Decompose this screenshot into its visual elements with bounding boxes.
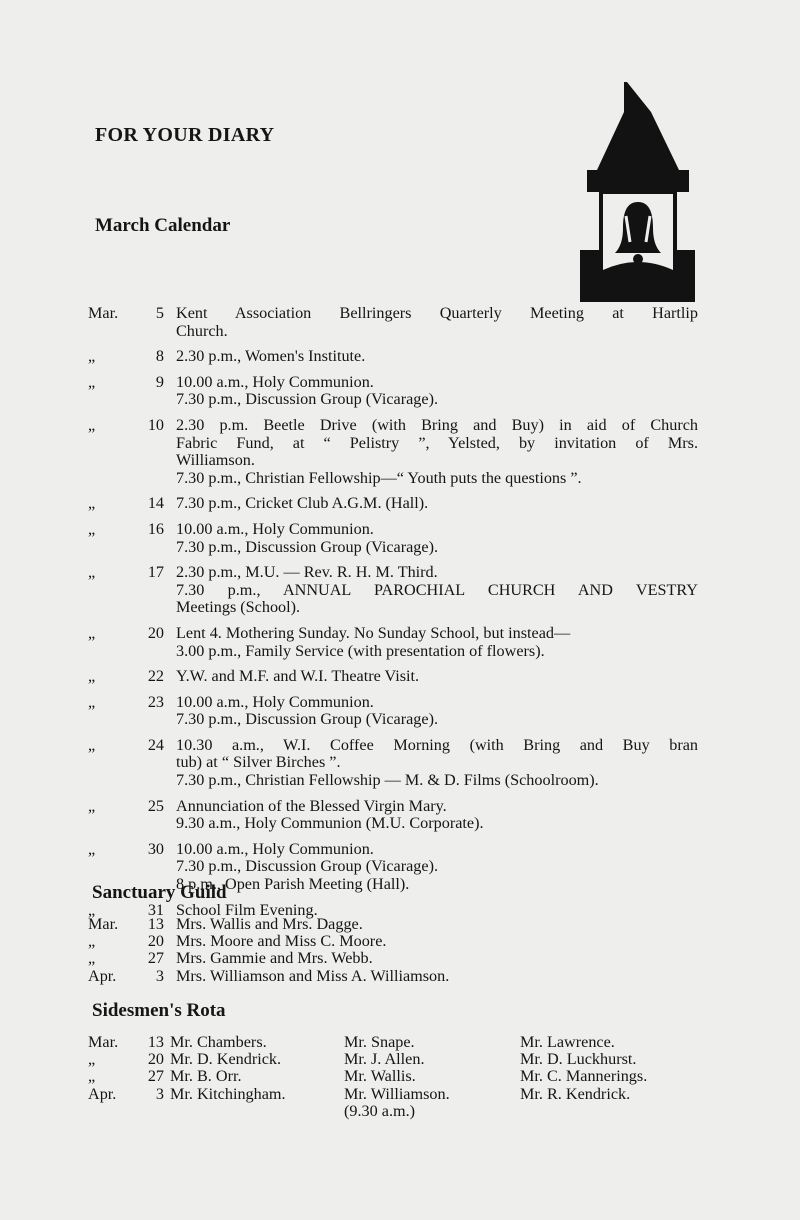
entry-text [176, 564, 698, 617]
entry-line: 9.30 a.m., Holy Communion (M.U. Corporate). [176, 814, 484, 833]
entry-month: Mar. [88, 304, 119, 322]
guild-day: 27 [147, 949, 164, 968]
entry-text [176, 737, 698, 790]
entry-line: 7.30 p.m., Christian Fellowship — M. & D. Films (Schoolroom). [176, 771, 599, 790]
entry-day: 30 [147, 839, 164, 858]
rota-month: „ [88, 1050, 96, 1069]
entry-day: 22 [147, 667, 164, 686]
rota-row [88, 1086, 708, 1103]
rota-day [136, 1103, 170, 1120]
guild-month: „ [88, 949, 96, 968]
entry-day: 24 [147, 735, 164, 754]
entry-line: 10.00 a.m., Holy Communion. [176, 839, 374, 858]
entry-line: 7.30 p.m., Discussion Group (Vicarage). [176, 390, 439, 409]
entry-text [176, 841, 698, 894]
rota-name [170, 1103, 344, 1120]
rota-name: Mr. Williamson. [344, 1084, 450, 1103]
page-title: FOR YOUR DIARY [95, 124, 275, 146]
entry-text [176, 668, 698, 686]
entry-line: 10.00 a.m., Holy Communion. [176, 692, 374, 711]
entry-line: 7.30 p.m., Cricket Club A.G.M. (Hall). [176, 494, 429, 513]
entry-text [176, 694, 698, 729]
rota-month: Mar. [88, 1033, 119, 1051]
entry-day: 9 [155, 372, 164, 391]
rota-name: Mr. D. Kendrick. [170, 1050, 282, 1069]
entry-line: 2.30 p.m. Beetle Drive (with Bring and Buy) in aid of Church [176, 415, 698, 434]
guild-row [88, 933, 698, 950]
calendar-entry [88, 348, 698, 366]
rota-row [88, 1034, 708, 1051]
entry-month: „ [88, 494, 96, 513]
rota-day: 20 [147, 1050, 164, 1069]
rota-day: 13 [147, 1033, 164, 1051]
calendar-entry [88, 305, 698, 340]
guild-row [88, 950, 698, 967]
entry-line: 3.00 p.m., Family Service (with presentation of flowers). [176, 641, 545, 660]
calendar-entry [88, 564, 698, 617]
entry-month: „ [88, 796, 96, 815]
entry-text [176, 417, 698, 487]
entry-day: 31 [147, 900, 164, 919]
entry-line: 8 p.m., Open Parish Meeting (Hall). [176, 875, 410, 894]
entry-day: 10 [147, 415, 164, 434]
entry-line: 10.00 a.m., Holy Communion. [176, 519, 374, 538]
entry-line: 10.00 a.m., Holy Communion. [176, 372, 374, 391]
entry-month: „ [88, 735, 96, 754]
rota-name: Mr. D. Luckhurst. [520, 1050, 637, 1069]
entry-text [176, 625, 698, 660]
guild-month: Apr. [88, 966, 117, 985]
entry-month: „ [88, 415, 96, 434]
rota-row [88, 1068, 708, 1085]
guild-day: 20 [147, 932, 164, 951]
entry-line: 7.30 p.m., ANNUAL PAROCHIAL CHURCH AND VESTRY [176, 580, 698, 599]
entry-line: 7.30 p.m., Discussion Group (Vicarage). [176, 537, 439, 556]
rota-name: Mr. J. Allen. [344, 1050, 425, 1069]
entry-line: 2.30 p.m., Women's Institute. [176, 347, 366, 366]
rota-day: 3 [155, 1084, 164, 1103]
calendar-entry [88, 798, 698, 833]
rota-row [88, 1051, 708, 1068]
entry-day: 17 [147, 563, 164, 582]
rota-row [88, 1103, 708, 1120]
rota-name: Mr. B. Orr. [170, 1067, 242, 1086]
rota-name: (9.30 a.m.) [344, 1101, 416, 1120]
rota-name [520, 1103, 708, 1120]
entry-day: 5 [155, 304, 164, 322]
guild-row [88, 916, 698, 933]
entry-month: „ [88, 623, 96, 642]
entry-month: „ [88, 347, 96, 366]
entry-month: „ [88, 839, 96, 858]
rota-month: „ [88, 1067, 96, 1086]
entry-text [176, 495, 698, 513]
rota-name: Mr. Wallis. [344, 1067, 416, 1086]
sidesmens-rota-table [88, 1034, 708, 1120]
entry-line: Fabric Fund, at “ Pelistry ”, Yelsted, by invitation of Mrs. [176, 433, 698, 452]
entry-line: 10.30 a.m., W.I. Coffee Morning (with Bring and Buy bran [176, 735, 698, 754]
entry-month: „ [88, 692, 96, 711]
rota-name: Mr. Kitchingham. [170, 1084, 286, 1103]
entry-month: „ [88, 563, 96, 582]
entry-line: School Film Evening. [176, 900, 318, 919]
entry-text [176, 521, 698, 556]
entry-line: tub) at “ Silver Birches ”. [176, 753, 341, 772]
entry-day: 20 [147, 623, 164, 642]
entry-day: 8 [155, 347, 164, 366]
entry-line: Y.W. and M.F. and W.I. Theatre Visit. [176, 667, 420, 686]
entry-text [176, 348, 698, 366]
entry-line: Kent Association Bellringers Quarterly Meeting at Hartlip [176, 304, 698, 322]
guild-row [88, 968, 698, 985]
entry-line: 7.30 p.m., Discussion Group (Vicarage). [176, 710, 439, 729]
entry-day: 14 [147, 494, 164, 513]
church-bell-icon [577, 82, 699, 302]
entry-line: 7.30 p.m., Christian Fellowship—“ Youth puts the questions ”. [176, 468, 582, 487]
entry-line: Lent 4. Mothering Sunday. No Sunday School, but instead— [176, 623, 571, 642]
calendar-entry [88, 625, 698, 660]
entry-text [176, 798, 698, 833]
entry-day: 25 [147, 796, 164, 815]
rota-month: Apr. [88, 1084, 117, 1103]
entry-day: 16 [147, 519, 164, 538]
calendar-entry [88, 694, 698, 729]
entry-line: Church. [176, 321, 228, 340]
entry-line: 7.30 p.m., Discussion Group (Vicarage). [176, 857, 439, 876]
march-calendar-heading: March Calendar [95, 215, 231, 236]
guild-names: Mrs. Wallis and Mrs. Dagge. [176, 915, 363, 933]
guild-names: Mrs. Williamson and Miss A. Williamson. [176, 966, 450, 985]
calendar-entry [88, 668, 698, 686]
entry-month: „ [88, 667, 96, 686]
entry-text [176, 374, 698, 409]
rota-name: Mr. Lawrence. [520, 1033, 615, 1051]
calendar-entry [88, 374, 698, 409]
calendar-entry [88, 417, 698, 487]
guild-names: Mrs. Gammie and Mrs. Webb. [176, 949, 373, 968]
guild-names: Mrs. Moore and Miss C. Moore. [176, 932, 387, 951]
calendar-entry [88, 521, 698, 556]
entry-day: 23 [147, 692, 164, 711]
rota-name: Mr. C. Mannerings. [520, 1067, 648, 1086]
guild-day: 3 [155, 966, 164, 985]
entry-line: 2.30 p.m., M.U. — Rev. R. H. M. Third. [176, 563, 438, 582]
entry-line: Meetings (School). [176, 598, 301, 617]
rota-day: 27 [147, 1067, 164, 1086]
entry-month: „ [88, 900, 96, 919]
rota-month [88, 1103, 136, 1120]
entry-line: Annunciation of the Blessed Virgin Mary. [176, 796, 447, 815]
sanctuary-guild-list [88, 916, 698, 985]
guild-day: 13 [147, 915, 164, 933]
rota-name: Mr. R. Kendrick. [520, 1084, 631, 1103]
march-calendar [88, 305, 698, 927]
sidesmens-rota-heading: Sidesmen's Rota [92, 1000, 226, 1021]
guild-month: „ [88, 932, 96, 951]
entry-month: „ [88, 519, 96, 538]
calendar-entry [88, 737, 698, 790]
entry-text [176, 305, 698, 340]
rota-name: Mr. Chambers. [170, 1033, 267, 1051]
sanctuary-guild-heading: Sanctuary Guild [92, 882, 227, 903]
calendar-entry [88, 495, 698, 513]
entry-month: „ [88, 372, 96, 391]
guild-month: Mar. [88, 915, 119, 933]
rota-name: Mr. Snape. [344, 1033, 415, 1051]
entry-line: Williamson. [176, 451, 255, 470]
